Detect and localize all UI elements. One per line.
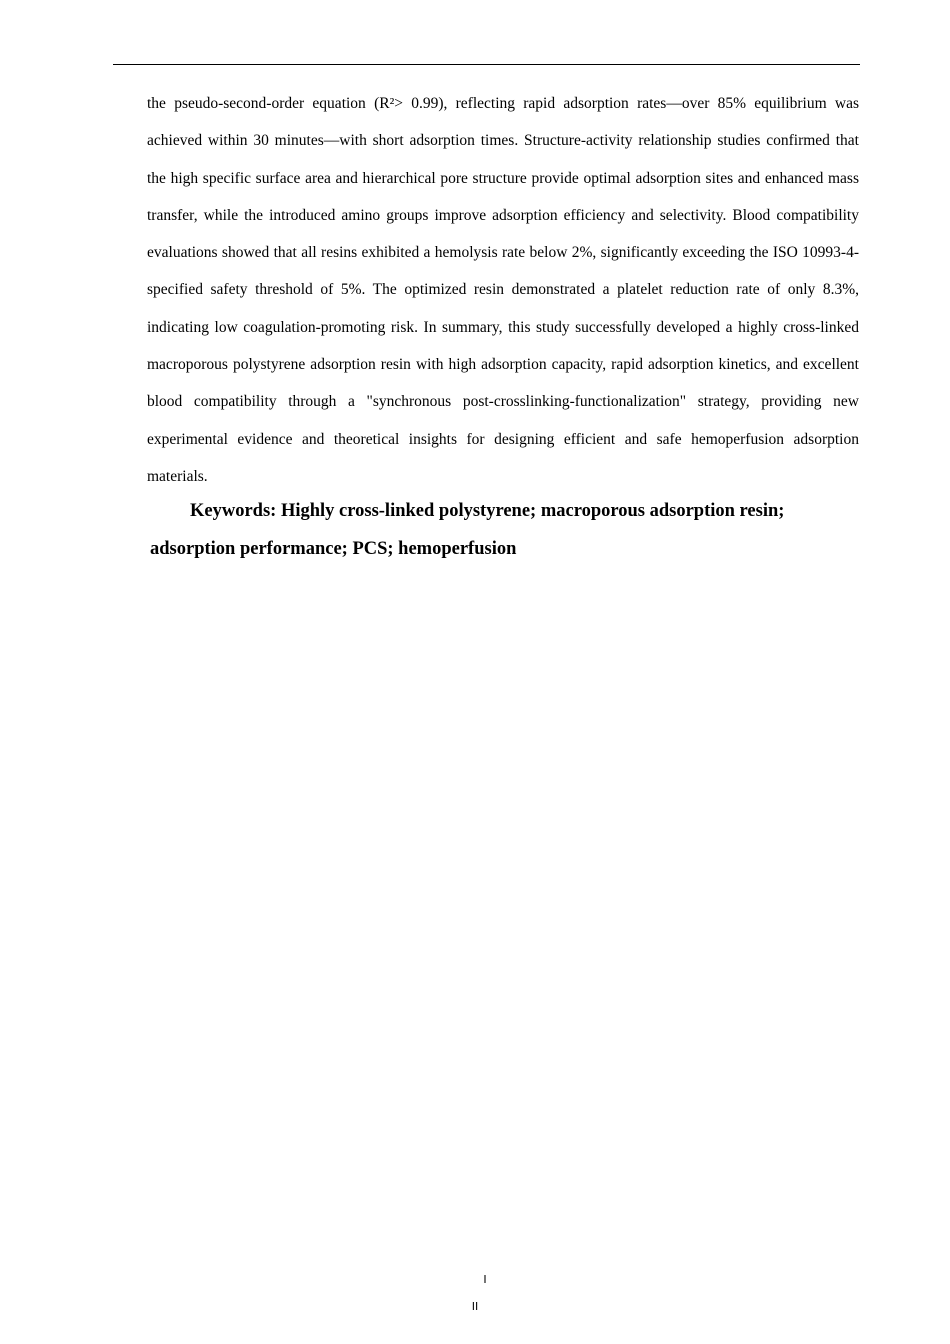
abstract-paragraph: the pseudo-second-order equation (R²> 0.99), reflecting rapid adsorption rates—over 85% equilibrium was achieved within 30 minutes—with short adsorption times. Structure-activity relationship studies confirmed that the high specific surface area and hierarchical pore structure provide optimal adsorption sites and enhanced mass transfer, while the introduced amino groups improve adsorption efficiency and selectivity. Blood compatibility evaluations showed that all resins exhibited a hemolysis rate below 2%, significantly exceeding the ISO 10993-4-specified safety threshold of 5%. The optimized resin demonstrated a platelet reduction rate of only 8.3%, indicating low coagulation-promoting risk. In summary, this study successfully developed a highly cross-linked macroporous polystyrene adsorption resin with high adsorption capacity, rapid adsorption kinetics, and excellent blood compatibility through a "synchronous post-crosslinking-functionalization" strategy, providing new experimental evidence and theoretical insights for designing efficient and safe hemoperfusion adsorption materials. [147, 95, 859, 485]
page-number-roman-1: I [483, 1273, 487, 1286]
keywords-line: Keywords: Highly cross-linked polystyrene; macroporous adsorption resin; adsorption performance; PCS; hemoperfusion [150, 501, 785, 559]
page-number-roman-2: II [471, 1300, 479, 1313]
header-rule [113, 64, 860, 65]
